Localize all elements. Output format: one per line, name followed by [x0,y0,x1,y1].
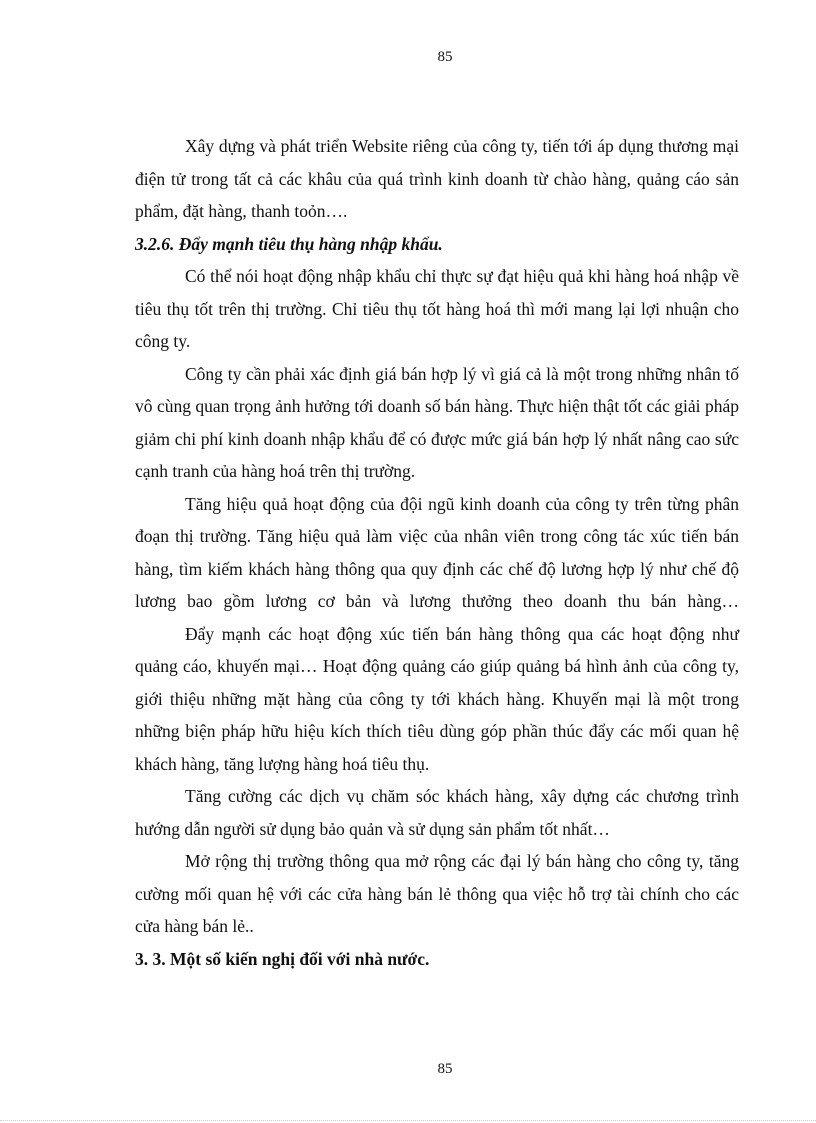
paragraph-pricing: Công ty cần phải xác định giá bán hợp lý vì giá cả là một trong những nhân tố vô cùng quan trọng ảnh hưởng tới doanh số bán hàng. Thực hiện thật tốt các giải pháp giảm chi phí kinh doanh nhập khẩu để có được mức giá bán hợp lý nhất nâng cao sức cạnh tranh của hàng hoá trên thị trường. [135,363,739,481]
section-heading-3-2-6: 3.2.6. Đẩy mạnh tiêu thụ hàng nhập khẩu. [135,233,443,254]
paragraph-customer-service: Tăng cường các dịch vụ chăm sóc khách hàng, xây dựng các chương trình hướng dẫn người sử dụng bảo quản và sử dụng sản phẩm tốt nhất… [135,786,739,839]
page-bottom-divider [0,1120,816,1121]
paragraph-website: Xây dựng và phát triển Website riêng của công ty, tiến tới áp dụng thương mại điện tử trong tất cả các khâu của quá trình kinh doanh từ chào hàng, quảng cáo sản phẩm, đặt hàng, thanh toỏn…. [135,136,739,221]
section-heading-3-3: 3. 3. Một số kiến nghị đối với nhà nước. [135,948,430,969]
page-number-bottom: 85 [437,1061,453,1077]
paragraph-sales-team: Tăng hiệu quả hoạt động của đội ngũ kinh doanh của công ty trên từng phân đoạn thị trường. Tăng hiệu quả làm việc của nhân viên trong công tác xúc tiến bán hàng, tìm kiếm khách hàng thông qua quy định các chế độ lương hợp lý như chế độ lương bao gồm lương cơ bản và lương thưởng theo doanh thu bán hàng… [135,493,739,611]
page-number-top: 85 [437,49,453,65]
paragraph-promotion: Đẩy mạnh các hoạt động xúc tiến bán hàng thông qua các hoạt động như quảng cáo, khuyến mại… Hoạt động quảng cáo giúp quảng bá hình ảnh của công ty, giới thiệu những mặt hàng của công ty tới khách hàng. Khuyến mại là một trong những biện pháp hữu hiệu kích thích tiêu dùng góp phần thúc đẩy các mối quan hệ khách hàng, tăng lượng hàng hoá tiêu thụ. [135,623,739,774]
paragraph-import-consumption: Có thể nói hoạt động nhập khẩu chỉ thực sự đạt hiệu quả khi hàng hoá nhập về tiêu thụ tốt trên thị trường. Chỉ tiêu thụ tốt hàng hoá thì mới mang lại lợi nhuận cho công ty. [135,266,739,351]
paragraph-market-expansion: Mở rộng thị trường thông qua mở rộng các đại lý bán hàng cho công ty, tăng cường mối quan hệ với các cửa hàng bán lẻ thông qua việc hỗ trợ tài chính cho các cửa hàng bán lẻ.. [135,851,739,936]
document-body [135,130,739,975]
